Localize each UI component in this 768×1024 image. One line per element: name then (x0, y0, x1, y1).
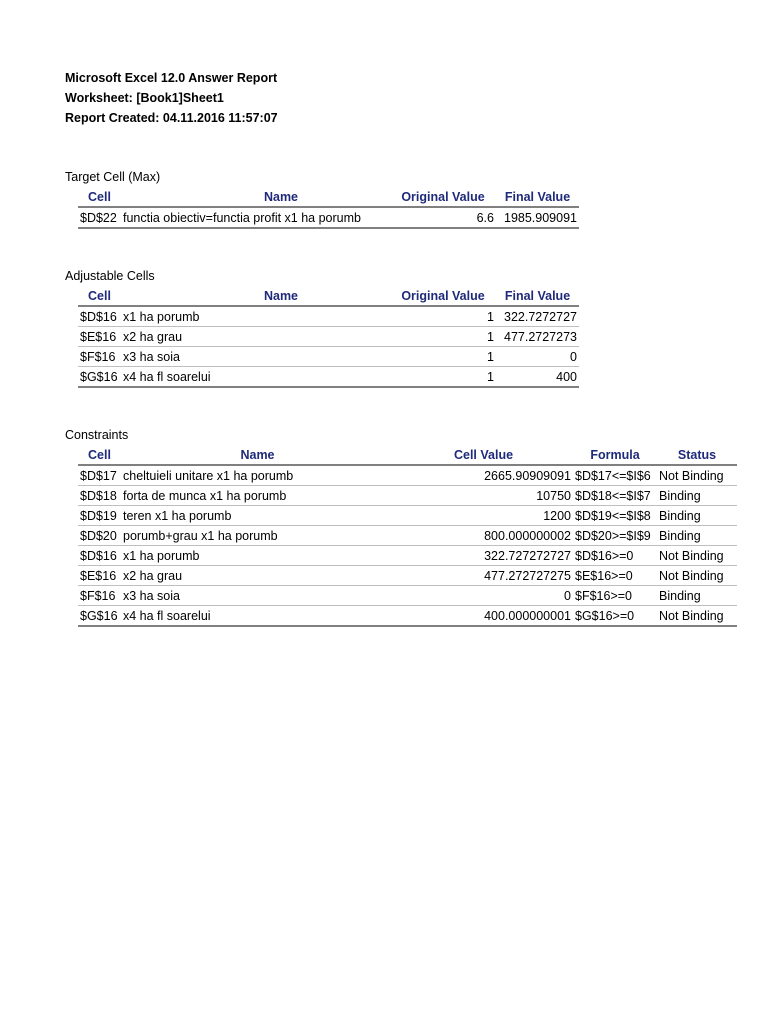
cell-ref: $D$16 (78, 546, 121, 566)
cell-name: x3 ha soia (121, 586, 394, 606)
cell-ref: $G$16 (78, 606, 121, 627)
table-row (78, 606, 737, 627)
col-header-status: Status (657, 445, 737, 465)
cell-name: porumb+grau x1 ha porumb (121, 526, 394, 546)
formula: $D$19<=$I$8 (573, 506, 657, 526)
cell-name: cheltuieli unitare x1 ha porumb (121, 465, 394, 486)
target-cell-table (78, 187, 579, 229)
adjustable-header-row (78, 286, 579, 306)
constraints-table (78, 445, 737, 627)
constraints-title: Constraints (65, 428, 129, 442)
cell-name: x4 ha fl soarelui (121, 367, 441, 388)
col-header-cell: Cell (78, 286, 121, 306)
cell-name: forta de munca x1 ha porumb (121, 486, 394, 506)
status: Not Binding (657, 465, 737, 486)
status: Binding (657, 486, 737, 506)
table-row (78, 526, 737, 546)
report-created: Report Created: 04.11.2016 11:57:07 (65, 111, 278, 125)
cell-ref: $D$17 (78, 465, 121, 486)
col-header-cell: Cell (78, 187, 121, 207)
cell-name: x1 ha porumb (121, 306, 441, 327)
status: Not Binding (657, 606, 737, 627)
adjustable-cells-title: Adjustable Cells (65, 269, 155, 283)
col-header-original-value: Original Value (441, 187, 496, 207)
col-header-original-value: Original Value (441, 286, 496, 306)
cell-ref: $D$16 (78, 306, 121, 327)
cell-name: x2 ha grau (121, 566, 394, 586)
original-value: 6.6 (441, 207, 496, 228)
table-row (78, 546, 737, 566)
constraints-header-row (78, 445, 737, 465)
cell-ref: $D$22 (78, 207, 121, 228)
table-row (78, 347, 579, 367)
table-row (78, 566, 737, 586)
cell-ref: $E$16 (78, 566, 121, 586)
original-value: 1 (441, 306, 496, 327)
table-row (78, 207, 579, 228)
cell-value: 477.272727275 (394, 566, 573, 586)
cell-value: 800.000000002 (394, 526, 573, 546)
report-worksheet: Worksheet: [Book1]Sheet1 (65, 91, 224, 105)
cell-value: 10750 (394, 486, 573, 506)
cell-ref: $D$20 (78, 526, 121, 546)
table-row (78, 465, 737, 486)
target-cell-body (78, 207, 579, 228)
cell-name: teren x1 ha porumb (121, 506, 394, 526)
report-title: Microsoft Excel 12.0 Answer Report (65, 71, 278, 85)
cell-value: 0 (394, 586, 573, 606)
cell-name: x2 ha grau (121, 327, 441, 347)
col-header-formula: Formula (573, 445, 657, 465)
final-value: 322.7272727 (496, 306, 579, 327)
table-row (78, 367, 579, 388)
col-header-name: Name (121, 286, 441, 306)
constraints-body (78, 465, 737, 626)
table-row (78, 586, 737, 606)
cell-ref: $D$19 (78, 506, 121, 526)
formula: $D$16>=0 (573, 546, 657, 566)
table-row (78, 486, 737, 506)
final-value: 400 (496, 367, 579, 388)
formula: $D$20>=$I$9 (573, 526, 657, 546)
cell-value: 400.000000001 (394, 606, 573, 627)
formula: $D$18<=$I$7 (573, 486, 657, 506)
col-header-final-value: Final Value (496, 286, 579, 306)
status: Not Binding (657, 546, 737, 566)
col-header-cell-value: Cell Value (394, 445, 573, 465)
cell-value: 2665.90909091 (394, 465, 573, 486)
status: Binding (657, 506, 737, 526)
col-header-name: Name (121, 187, 441, 207)
cell-ref: $D$18 (78, 486, 121, 506)
cell-ref: $F$16 (78, 586, 121, 606)
cell-name: x3 ha soia (121, 347, 441, 367)
status: Binding (657, 586, 737, 606)
original-value: 1 (441, 327, 496, 347)
cell-ref: $G$16 (78, 367, 121, 388)
col-header-cell: Cell (78, 445, 121, 465)
formula: $F$16>=0 (573, 586, 657, 606)
cell-value: 1200 (394, 506, 573, 526)
status: Binding (657, 526, 737, 546)
final-value: 0 (496, 347, 579, 367)
adjustable-cells-table (78, 286, 579, 388)
final-value: 477.2727273 (496, 327, 579, 347)
final-value: 1985.909091 (496, 207, 579, 228)
table-row (78, 327, 579, 347)
formula: $G$16>=0 (573, 606, 657, 627)
table-row (78, 506, 737, 526)
cell-name: functia obiectiv=functia profit x1 ha porumb (121, 207, 441, 228)
formula: $E$16>=0 (573, 566, 657, 586)
col-header-final-value: Final Value (496, 187, 579, 207)
cell-name: x1 ha porumb (121, 546, 394, 566)
target-header-row (78, 187, 579, 207)
cell-value: 322.727272727 (394, 546, 573, 566)
table-row (78, 306, 579, 327)
original-value: 1 (441, 347, 496, 367)
original-value: 1 (441, 367, 496, 388)
cell-ref: $F$16 (78, 347, 121, 367)
adjustable-cells-body (78, 306, 579, 387)
formula: $D$17<=$I$6 (573, 465, 657, 486)
cell-name: x4 ha fl soarelui (121, 606, 394, 627)
col-header-name: Name (121, 445, 394, 465)
target-cell-title: Target Cell (Max) (65, 170, 161, 184)
cell-ref: $E$16 (78, 327, 121, 347)
status: Not Binding (657, 566, 737, 586)
